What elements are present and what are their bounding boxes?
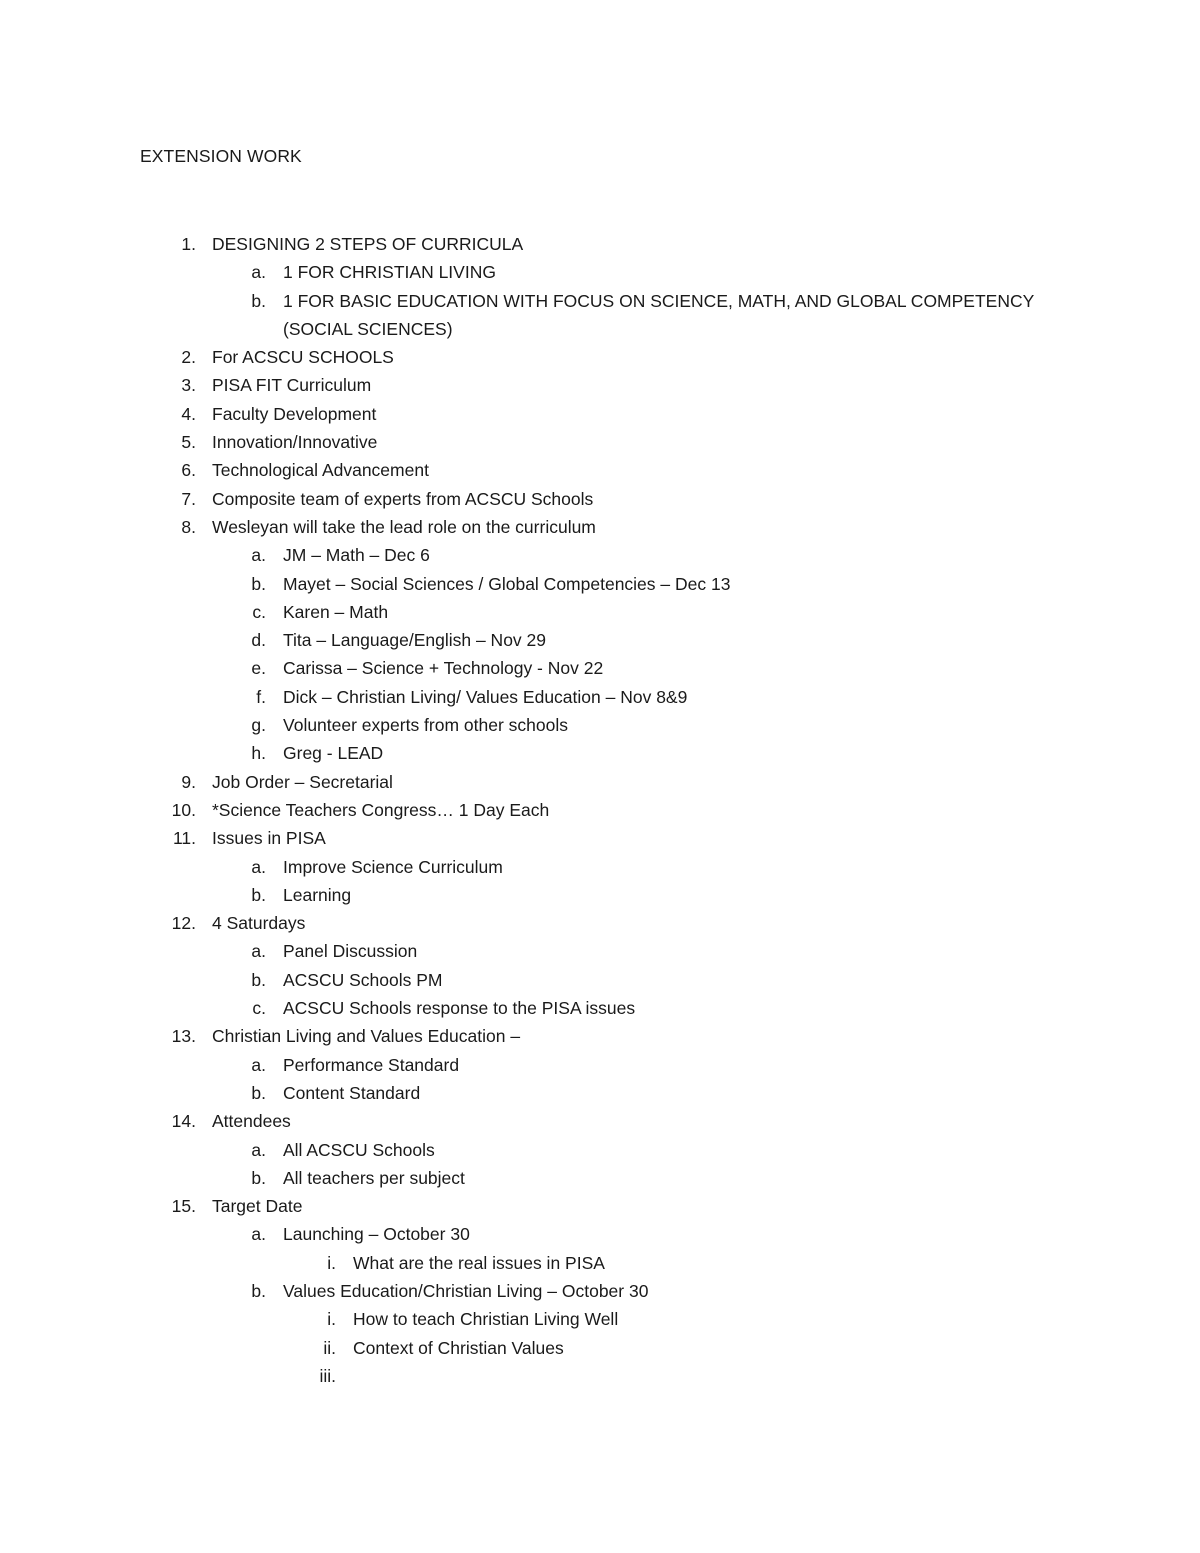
- list-marker: h.: [251, 743, 266, 764]
- list-marker: g.: [251, 715, 266, 736]
- outline-item-level-2: [0, 966, 1200, 994]
- outline-item-level-2: [0, 598, 1200, 626]
- outline-item-level-2: [0, 853, 1200, 881]
- list-marker: d.: [251, 630, 266, 651]
- outline-item-level-2: [0, 994, 1200, 1022]
- list-marker: 13.: [171, 1026, 196, 1047]
- list-item-text: For ACSCU SCHOOLS: [212, 347, 394, 368]
- list-marker: 1.: [181, 234, 196, 254]
- list-marker: a.: [251, 1054, 266, 1075]
- outline-item-level-1: [0, 1022, 1200, 1050]
- list-item-text: Job Order – Secretarial: [212, 771, 393, 792]
- list-item-text: 1 FOR CHRISTIAN LIVING: [283, 262, 496, 283]
- outline-item-level-2: [0, 683, 1200, 711]
- list-marker: 11.: [172, 828, 196, 849]
- list-marker: ii.: [323, 1337, 336, 1358]
- list-marker: a.: [251, 1224, 266, 1245]
- outline-item-level-1: [0, 343, 1200, 371]
- list-item-text: Composite team of experts from ACSCU Schools: [212, 488, 594, 509]
- list-item-text: Carissa – Science + Technology - Nov 22: [283, 658, 604, 679]
- outline-item-level-1: [0, 1107, 1200, 1135]
- list-item-text: Performance Standard: [283, 1054, 460, 1075]
- list-marker: e.: [251, 658, 266, 679]
- outline-item-level-2: [0, 1079, 1200, 1107]
- list-item-text: Volunteer experts from other schools: [283, 715, 569, 736]
- list-marker: 10.: [171, 799, 196, 820]
- list-item-text: Target Date: [212, 1196, 303, 1217]
- list-marker: 4.: [181, 403, 196, 424]
- list-item-text: Karen – Math: [283, 601, 389, 622]
- list-marker: i.: [327, 1252, 336, 1273]
- list-item-text: Improve Science Curriculum: [283, 856, 503, 877]
- list-item-text: ACSCU Schools PM: [283, 969, 443, 990]
- outline-item-level-1: [0, 371, 1200, 399]
- list-item-text: Launching – October 30: [283, 1224, 470, 1245]
- outline-item-level-2: [0, 287, 1200, 344]
- list-marker: a.: [251, 545, 266, 566]
- outline-item-level-3: [0, 1249, 1200, 1277]
- list-item-text: DESIGNING 2 STEPS OF CURRICULA: [212, 234, 524, 254]
- outline-item-level-1: [0, 456, 1200, 484]
- document-title: EXTENSION WORK: [140, 146, 302, 166]
- list-marker: a.: [251, 856, 266, 877]
- outline-item-level-1: [0, 485, 1200, 513]
- outline-item-level-1: [0, 909, 1200, 937]
- list-item-text: Technological Advancement: [212, 460, 429, 481]
- outline-item-level-2: [0, 711, 1200, 739]
- outline-item-level-1: [0, 796, 1200, 824]
- outline-item-level-2: [0, 1051, 1200, 1079]
- outline-item-level-2: [0, 258, 1200, 286]
- outline-item-level-1: [0, 230, 1200, 258]
- list-item-text: Wesleyan will take the lead role on the curriculum: [212, 516, 596, 537]
- list-marker: 12.: [171, 913, 196, 934]
- list-item-text: Dick – Christian Living/ Values Education – Nov 8&9: [283, 686, 688, 707]
- outline-item-level-1: [0, 1192, 1200, 1220]
- outline-item-level-1: [0, 428, 1200, 456]
- list-item-text: Values Education/Christian Living – October 30: [283, 1280, 649, 1301]
- list-marker: 2.: [181, 347, 196, 368]
- outline-item-level-1: [0, 513, 1200, 541]
- outline-item-level-2: [0, 1220, 1200, 1248]
- list-marker: iii.: [319, 1365, 336, 1386]
- list-item-text: Issues in PISA: [212, 828, 326, 849]
- list-marker: i.: [327, 1309, 336, 1330]
- list-item-text: All ACSCU Schools: [283, 1139, 435, 1160]
- list-item-text: Tita – Language/English – Nov 29: [283, 630, 547, 651]
- list-item-text: *Science Teachers Congress… 1 Day Each: [212, 799, 550, 820]
- list-item-text: PISA FIT Curriculum: [212, 375, 372, 396]
- list-item-text: Learning: [283, 884, 352, 905]
- outline-item-level-1: [0, 824, 1200, 852]
- list-item-text: What are the real issues in PISA: [353, 1252, 605, 1273]
- list-marker: c.: [252, 601, 266, 622]
- list-marker: a.: [251, 1139, 266, 1160]
- list-item-text: 1 FOR BASIC EDUCATION WITH FOCUS ON SCIENCE, MATH, AND GLOBAL COMPETENCY (SOCIAL SCIENCES): [283, 290, 1034, 339]
- list-item-text: Innovation/Innovative: [212, 432, 378, 453]
- list-marker: 9.: [181, 771, 196, 792]
- outline-item-level-1: [0, 768, 1200, 796]
- list-marker: 7.: [181, 488, 196, 509]
- list-item-text: Content Standard: [283, 1082, 421, 1103]
- list-item-text: How to teach Christian Living Well: [353, 1309, 619, 1330]
- outline-item-level-2: [0, 1164, 1200, 1192]
- list-marker: b.: [251, 884, 266, 905]
- outline-item-level-2: [0, 626, 1200, 654]
- list-marker: b.: [251, 573, 266, 594]
- list-item-text: Attendees: [212, 1111, 291, 1132]
- outline-item-level-2: [0, 654, 1200, 682]
- list-marker: f.: [256, 686, 266, 707]
- list-marker: c.: [252, 998, 266, 1019]
- list-item-text: Faculty Development: [212, 403, 377, 424]
- list-marker: b.: [251, 1280, 266, 1301]
- list-item-text: Panel Discussion: [283, 941, 418, 962]
- outline-item-level-2: [0, 541, 1200, 569]
- list-marker: b.: [251, 969, 266, 990]
- list-marker: b.: [251, 290, 266, 311]
- list-marker: 6.: [181, 460, 196, 481]
- list-item-text: All teachers per subject: [283, 1167, 465, 1188]
- outline-item-level-2: [0, 570, 1200, 598]
- list-item-text: Context of Christian Values: [353, 1337, 564, 1358]
- outline-item-level-2: [0, 937, 1200, 965]
- list-item-text: 4 Saturdays: [212, 913, 306, 934]
- list-marker: b.: [251, 1167, 266, 1188]
- outline-item-level-2: [0, 739, 1200, 767]
- list-item-text: ACSCU Schools response to the PISA issues: [283, 998, 636, 1019]
- list-item-text: Christian Living and Values Education –: [212, 1026, 521, 1047]
- list-item-text: Greg - LEAD: [283, 743, 384, 764]
- outline-item-level-3: [0, 1334, 1200, 1362]
- list-item-text: JM – Math – Dec 6: [283, 545, 430, 566]
- list-marker: a.: [251, 262, 266, 283]
- list-marker: 15.: [171, 1196, 196, 1217]
- list-item-text: Mayet – Social Sciences / Global Competencies – Dec 13: [283, 573, 731, 594]
- outline-item-level-2: [0, 881, 1200, 909]
- outline-item-level-1: [0, 400, 1200, 428]
- outline-list: [0, 230, 1200, 1390]
- outline-item-level-3: [0, 1362, 1200, 1390]
- list-marker: 14.: [171, 1111, 196, 1132]
- outline-item-level-3: [0, 1305, 1200, 1333]
- outline-item-level-2: [0, 1136, 1200, 1164]
- outline-item-level-2: [0, 1277, 1200, 1305]
- list-marker: a.: [251, 941, 266, 962]
- list-marker: 5.: [181, 432, 196, 453]
- list-marker: 3.: [181, 375, 196, 396]
- list-marker: 8.: [181, 516, 196, 537]
- list-marker: b.: [251, 1082, 266, 1103]
